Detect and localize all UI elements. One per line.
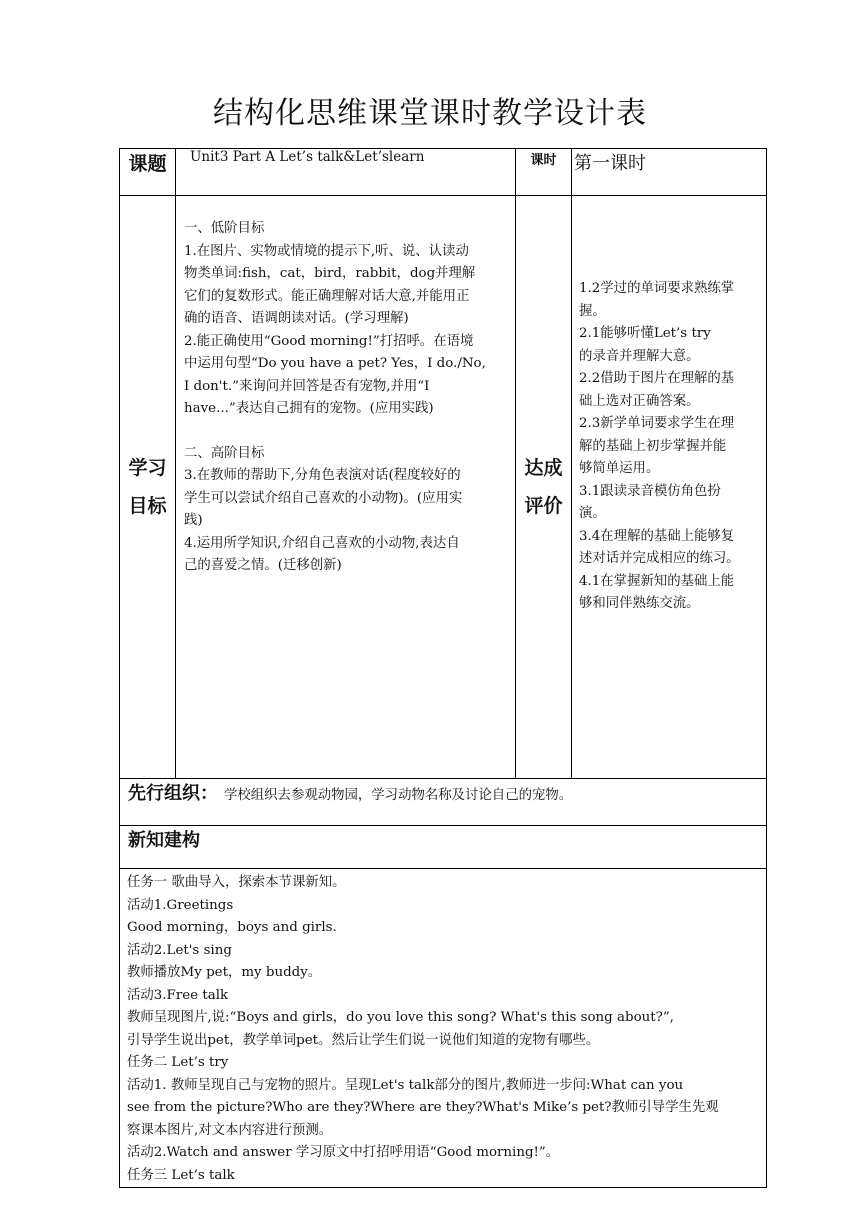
goal-line: 践) bbox=[184, 513, 203, 528]
new-knowledge-content bbox=[120, 869, 767, 1188]
evaluation-label-line1: 达成 bbox=[524, 457, 563, 479]
content-line: 察课本图片,对文本内容进行预测。 bbox=[127, 1122, 333, 1138]
eval-line: 3.4在理解的基础上能够复 bbox=[579, 528, 735, 544]
content-line: 活动1.Greetings bbox=[127, 897, 234, 913]
goal-line: 一、低阶目标 bbox=[184, 221, 265, 236]
goal-line: 二、高阶目标 bbox=[184, 445, 265, 461]
eval-line: 3.1跟读录音模仿角色扮 bbox=[579, 483, 721, 499]
eval-line: 的录音并理解大意。 bbox=[579, 348, 700, 364]
content-line: 引导学生说出pet，教学单词pet。然后让学生们说一说他们知道的宠物有哪些。 bbox=[127, 1032, 600, 1048]
eval-line: 握。 bbox=[579, 303, 606, 319]
content-line: 任务三 Let’s talk bbox=[127, 1167, 235, 1183]
eval-line: 2.3新学单词要求学生在理 bbox=[579, 416, 735, 431]
prior-organizer-row bbox=[120, 779, 767, 826]
topic-row bbox=[120, 149, 767, 196]
content-line: 教师呈现图片,说:“Boys and girls，do you love this song? What's this song about?”, bbox=[127, 1010, 674, 1025]
period-value: 第一课时 bbox=[572, 149, 767, 196]
eval-line: 解的基础上初步掌握并能 bbox=[579, 438, 727, 454]
content-line: 活动2.Watch and answer 学习原文中打招呼用语“Good morning!”。 bbox=[127, 1145, 560, 1160]
goal-line: 2.能正确使用“Good morning!”打招呼。在语境 bbox=[184, 333, 474, 349]
eval-line: 够简单运用。 bbox=[579, 461, 660, 476]
goal-line: 确的语音、语调朗读对话。(学习理解) bbox=[184, 311, 409, 326]
topic-label: 课题 bbox=[120, 149, 176, 196]
eval-line: 演。 bbox=[579, 506, 606, 521]
period-label: 课时 bbox=[516, 149, 572, 196]
prior-organizer-cell bbox=[120, 779, 767, 826]
goals-label-line1: 学习 bbox=[128, 457, 167, 479]
document-title: 结构化思维课堂课时教学设计表 bbox=[213, 96, 647, 131]
goals-label-line2: 目标 bbox=[128, 495, 167, 517]
eval-line: 础上选对正确答案。 bbox=[579, 393, 700, 409]
content-line: Good morning，boys and girls. bbox=[127, 920, 337, 935]
eval-line: 1.2学过的单词要求熟练掌 bbox=[579, 281, 735, 296]
eval-line: 2.2借助于图片在理解的基 bbox=[579, 371, 735, 386]
topic-value: Unit3 Part A Let’s talk&Let’slearn bbox=[176, 149, 516, 196]
content-line: 教师播放My pet，my buddy。 bbox=[127, 965, 322, 980]
goal-line: 4.运用所学知识,介绍自己喜欢的小动物,表达自 bbox=[184, 535, 460, 551]
content-line: 活动2.Let's sing bbox=[127, 942, 232, 958]
lesson-design-table bbox=[119, 148, 767, 1188]
goal-line: 学生可以尝试介绍自己喜欢的小动物)。(应用实 bbox=[184, 490, 463, 506]
evaluation-label bbox=[516, 196, 572, 779]
prior-organizer-text: 学校组织去参观动物园，学习动物名称及讨论自己的宠物。 bbox=[224, 788, 573, 803]
eval-line: 4.1在掌握新知的基础上能 bbox=[579, 573, 735, 589]
evaluation-label-line2: 评价 bbox=[524, 495, 563, 517]
content-line: 活动3.Free talk bbox=[127, 987, 229, 1003]
content-line: 活动1. 教师呈现自己与宠物的照片。呈现Let's talk部分的图片,教师进一步问:What can you bbox=[127, 1077, 684, 1093]
eval-line: 够和同伴熟练交流。 bbox=[579, 596, 700, 611]
eval-line: 述对话并完成相应的练习。 bbox=[579, 551, 740, 566]
prior-organizer-label: 先行组织： bbox=[128, 783, 218, 804]
new-knowledge-header-row bbox=[120, 826, 767, 869]
goal-line: 1.在图片、实物或情境的提示下,听、说、认读动 bbox=[184, 243, 469, 259]
content-line: see from the picture?Who are they?Where are they?What's Mike’s pet?教师引导学生先观 bbox=[127, 1100, 719, 1115]
goals-label bbox=[120, 196, 176, 779]
new-knowledge-content-row bbox=[120, 869, 767, 1188]
eval-line: 2.1能够听懂Let’s try bbox=[579, 326, 711, 341]
goal-line: 它们的复数形式。能正确理解对话大意,并能用正 bbox=[184, 288, 470, 304]
goal-line: I don't.”来询问并回答是否有宠物,并用“I bbox=[184, 378, 430, 394]
goal-line: 3.在教师的帮助下,分角色表演对话(程度较好的 bbox=[184, 468, 461, 483]
new-knowledge-label: 新知建构 bbox=[120, 826, 767, 869]
goal-line: 中运用句型“Do you have a pet? Yes，I do./No, bbox=[184, 356, 486, 371]
goals-content bbox=[176, 196, 516, 779]
goals-row bbox=[120, 196, 767, 779]
goal-line: 己的喜爱之情。(迁移创新) bbox=[184, 558, 342, 573]
content-line: 任务一 歌曲导入，探索本节课新知。 bbox=[127, 875, 346, 890]
goal-line: have...”表达自己拥有的宠物。(应用实践) bbox=[184, 401, 434, 416]
evaluation-content bbox=[572, 196, 767, 779]
goal-line: 物类单词:fish，cat，bird，rabbit，dog并理解 bbox=[184, 266, 476, 281]
content-line: 任务二 Let’s try bbox=[127, 1055, 229, 1070]
